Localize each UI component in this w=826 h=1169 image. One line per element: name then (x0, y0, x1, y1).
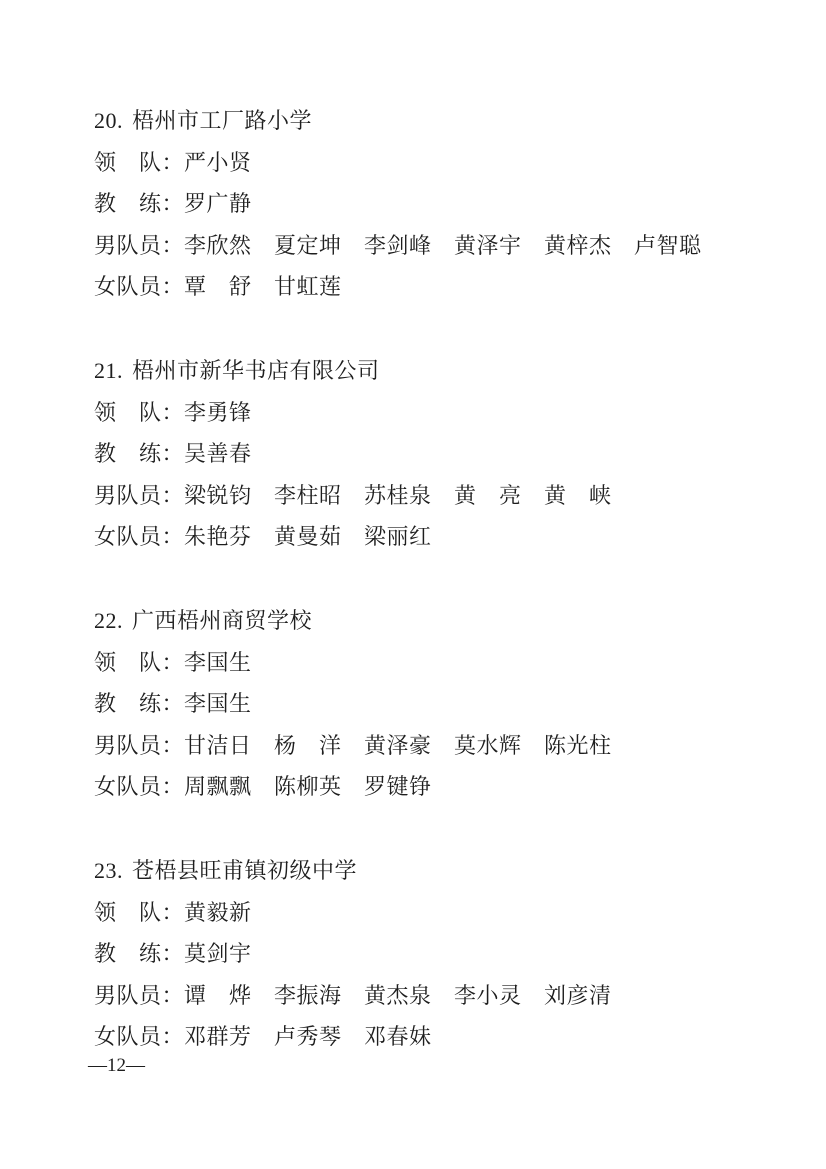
female-members-label: 女队员： (94, 774, 185, 800)
male-members-names: 李欣然 夏定坤 李剑峰 黄泽宇 黄梓杰 卢智聪 (184, 232, 702, 258)
male-members-label: 男队员： (94, 232, 185, 258)
team-section-21 (94, 350, 786, 558)
leader-line (94, 892, 786, 934)
team-section-20 (94, 100, 786, 308)
team-title (94, 850, 786, 892)
leader-label: 领 队： (94, 149, 185, 175)
male-members-line (94, 975, 786, 1017)
team-name: 梧州市工厂路小学 (132, 108, 313, 133)
male-members-label: 男队员： (94, 982, 185, 1008)
female-members-names: 邓群芳 卢秀琴 邓春妹 (184, 1024, 432, 1050)
team-name: 广西梧州商贸学校 (132, 607, 313, 633)
team-section-22 (94, 600, 786, 808)
female-members-names: 周飘飘 陈柳英 罗键铮 (184, 774, 432, 800)
coach-line (94, 183, 786, 225)
team-name: 梧州市新华书店有限公司 (132, 357, 380, 383)
team-title (94, 100, 786, 142)
male-members-label: 男队员： (94, 732, 185, 758)
page-number: —12— (88, 1055, 145, 1076)
leader-label: 领 队： (94, 649, 185, 675)
leader-label: 领 队： (94, 399, 185, 425)
male-members-line (94, 475, 786, 517)
leader-name: 李国生 (184, 649, 252, 675)
male-members-names: 梁锐钧 李柱昭 苏桂泉 黄 亮 黄 峡 (184, 482, 612, 508)
female-members-label: 女队员： (94, 524, 185, 550)
male-members-line (94, 225, 786, 267)
female-members-line (94, 516, 786, 558)
leader-name: 黄毅新 (184, 899, 252, 925)
team-number: 21. (94, 357, 123, 383)
coach-label: 教 练： (94, 941, 185, 967)
coach-name: 李国生 (184, 691, 252, 717)
coach-line (94, 433, 786, 475)
coach-name: 莫剑宇 (184, 941, 252, 967)
leader-label: 领 队： (94, 899, 185, 925)
male-members-names: 甘洁日 杨 洋 黄泽豪 莫水辉 陈光柱 (184, 732, 612, 758)
coach-label: 教 练： (94, 691, 185, 717)
female-members-names: 覃 舒 甘虹莲 (184, 274, 342, 300)
female-members-names: 朱艳芬 黄曼茹 梁丽红 (184, 524, 432, 550)
leader-name: 严小贤 (184, 149, 252, 175)
female-members-line (94, 766, 786, 808)
coach-line (94, 683, 786, 725)
female-members-label: 女队员： (94, 1024, 185, 1050)
female-members-label: 女队员： (94, 274, 185, 300)
leader-line (94, 142, 786, 184)
team-name: 苍梧县旺甫镇初级中学 (132, 857, 358, 883)
male-members-line (94, 725, 786, 767)
leader-line (94, 642, 786, 684)
team-title (94, 350, 786, 392)
team-number: 22. (94, 607, 123, 633)
female-members-line (94, 1016, 786, 1058)
coach-label: 教 练： (94, 441, 185, 467)
female-members-line (94, 266, 786, 308)
coach-name: 罗广静 (184, 191, 252, 217)
male-members-label: 男队员： (94, 482, 185, 508)
coach-label: 教 练： (94, 191, 185, 217)
team-number: 20. (94, 108, 123, 133)
team-section-23 (94, 850, 786, 1058)
coach-line (94, 933, 786, 975)
male-members-names: 谭 烨 李振海 黄杰泉 李小灵 刘彦清 (184, 982, 612, 1008)
team-title (94, 600, 786, 642)
leader-name: 李勇锋 (184, 399, 252, 425)
leader-line (94, 392, 786, 434)
coach-name: 吴善春 (184, 441, 252, 467)
team-number: 23. (94, 857, 123, 883)
